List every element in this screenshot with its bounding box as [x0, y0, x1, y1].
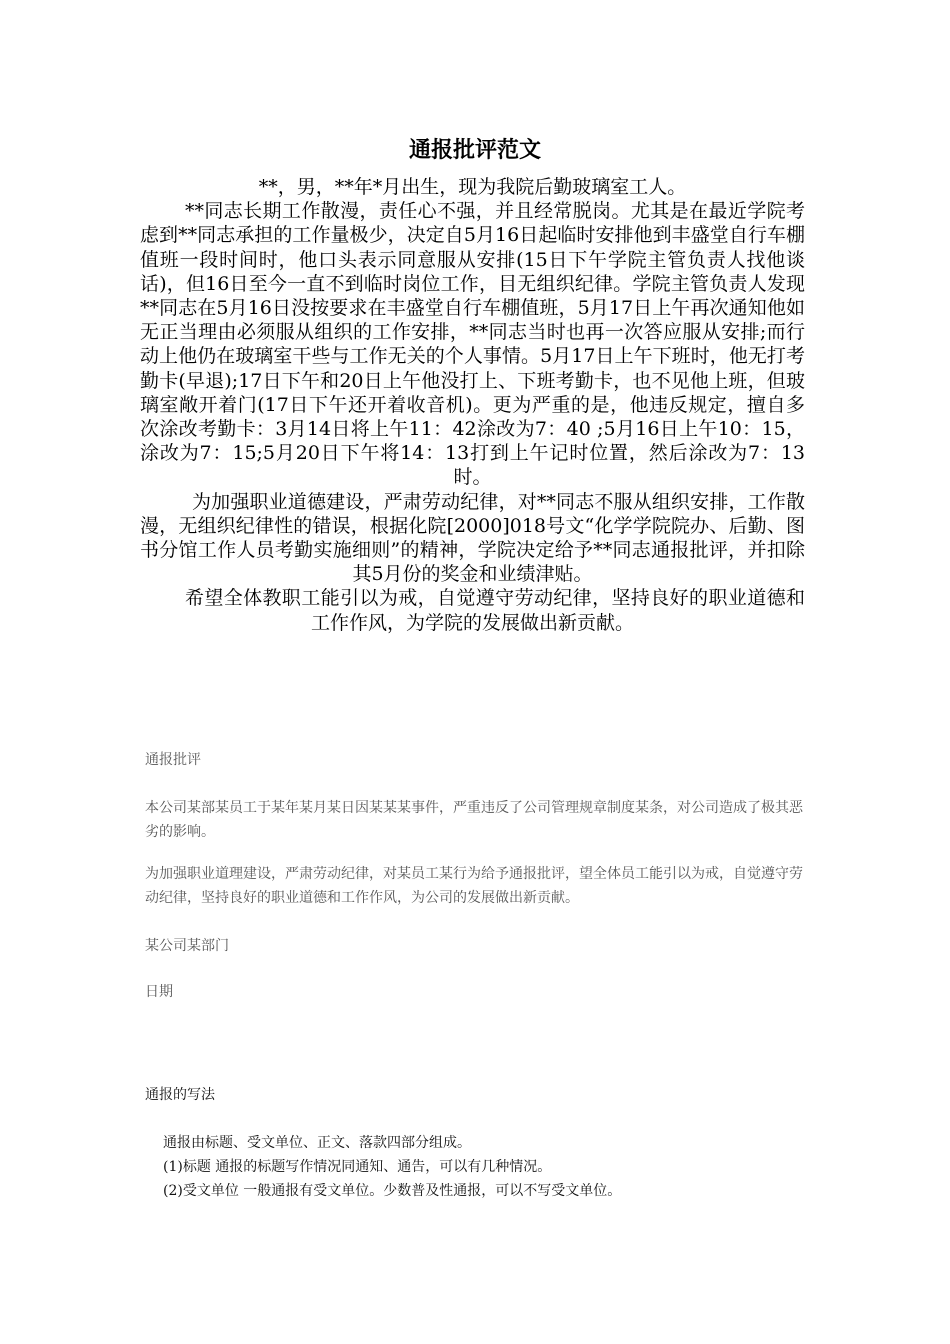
body-paragraph-3-text: 希望全体教职工能引以为戒，自觉遵守劳动纪律，坚持良好的职业道德和工作作风，为学院的发展做出新贡献。	[185, 587, 805, 634]
body-paragraph-1	[140, 199, 805, 489]
main-body	[140, 175, 805, 635]
template-date: 日期	[145, 984, 173, 1000]
body-paragraph-2	[140, 490, 805, 587]
template-heading: 通报批评	[145, 752, 201, 768]
template-paragraph-2: 为加强职业道理建设，严肃劳动纪律，对某员工某行为给予通报批评，望全体员工能引以为戒，自觉遵守劳动纪律，坚持良好的职业道德和工作作风，为公司的发展做出新贡献。	[145, 866, 803, 906]
template-signer: 某公司某部门	[145, 938, 229, 954]
howto-heading: 通报的写法	[145, 1087, 215, 1103]
template-section	[145, 748, 815, 1004]
howto-line-1: 通报由标题、受文单位、正文、落款四部分组成。	[163, 1135, 471, 1151]
body-paragraph-1-text: **同志长期工作散漫，责任心不强，并且经常脱岗。尤其是在最近学院考虑到**同志承担的工作量极少，决定自5月16日起临时安排他到丰盛堂自行车棚值班一段时间时，他口头表示同意服从安排(15日下午学院主管负责人找他谈话)，但16日至今一直不到临时岗位工作，目无组织纪律。学院主管负责人发现**同志在5月16日没按要求在丰盛堂自行车棚值班，5月17日上午再次通知他如无正当理由必须服从组织的工作安排，**同志当时也再一次答应服从安排;而行动上他仍在玻璃室干些与工作无关的个人事情。5月17日上午下班时，他无打考勤卡(早退);17日下午和20日上午他没打上、下班考勤卡，也不见他上班，但玻璃室敞开着门(17日下午还开着收音机)。更为严重的是，他违反规定，擅自多次涂改考勤卡：3月14日将上午11：42涂改为7：40 ;5月16日上午10：15，涂改为7：15;5月20日下午将14：13打到上午记时位置，然后涂改为7：13时。	[140, 200, 805, 489]
body-paragraph-3	[140, 586, 805, 634]
body-paragraph-2-text: 为加强职业道德建设，严肃劳动纪律，对**同志不服从组织安排，工作散漫，无组织纪律性的错误，根据化院[2000]018号文“化学学院院办、后勤、图书分馆工作人员考勤实施细则”的精神，学院决定给予**同志通报批评，并扣除其5月份的奖金和业绩津贴。	[140, 490, 805, 586]
howto-section	[145, 1083, 815, 1203]
howto-line-3: (2)受文单位 一般通报有受文单位。少数普及性通报，可以不写受文单位。	[163, 1183, 622, 1199]
howto-line-2: (1)标题 通报的标题写作情况同通知、通告，可以有几种情况。	[163, 1159, 552, 1175]
template-paragraph-1: 本公司某部某员工于某年某月某日因某某某事件，严重违反了公司管理规章制度某条，对公司造成了极其恶劣的影响。	[145, 800, 803, 840]
document-title: 通报批评范文	[408, 137, 541, 163]
intro-line: **，男，**年*月出生，现为我院后勤玻璃室工人。	[258, 176, 687, 198]
